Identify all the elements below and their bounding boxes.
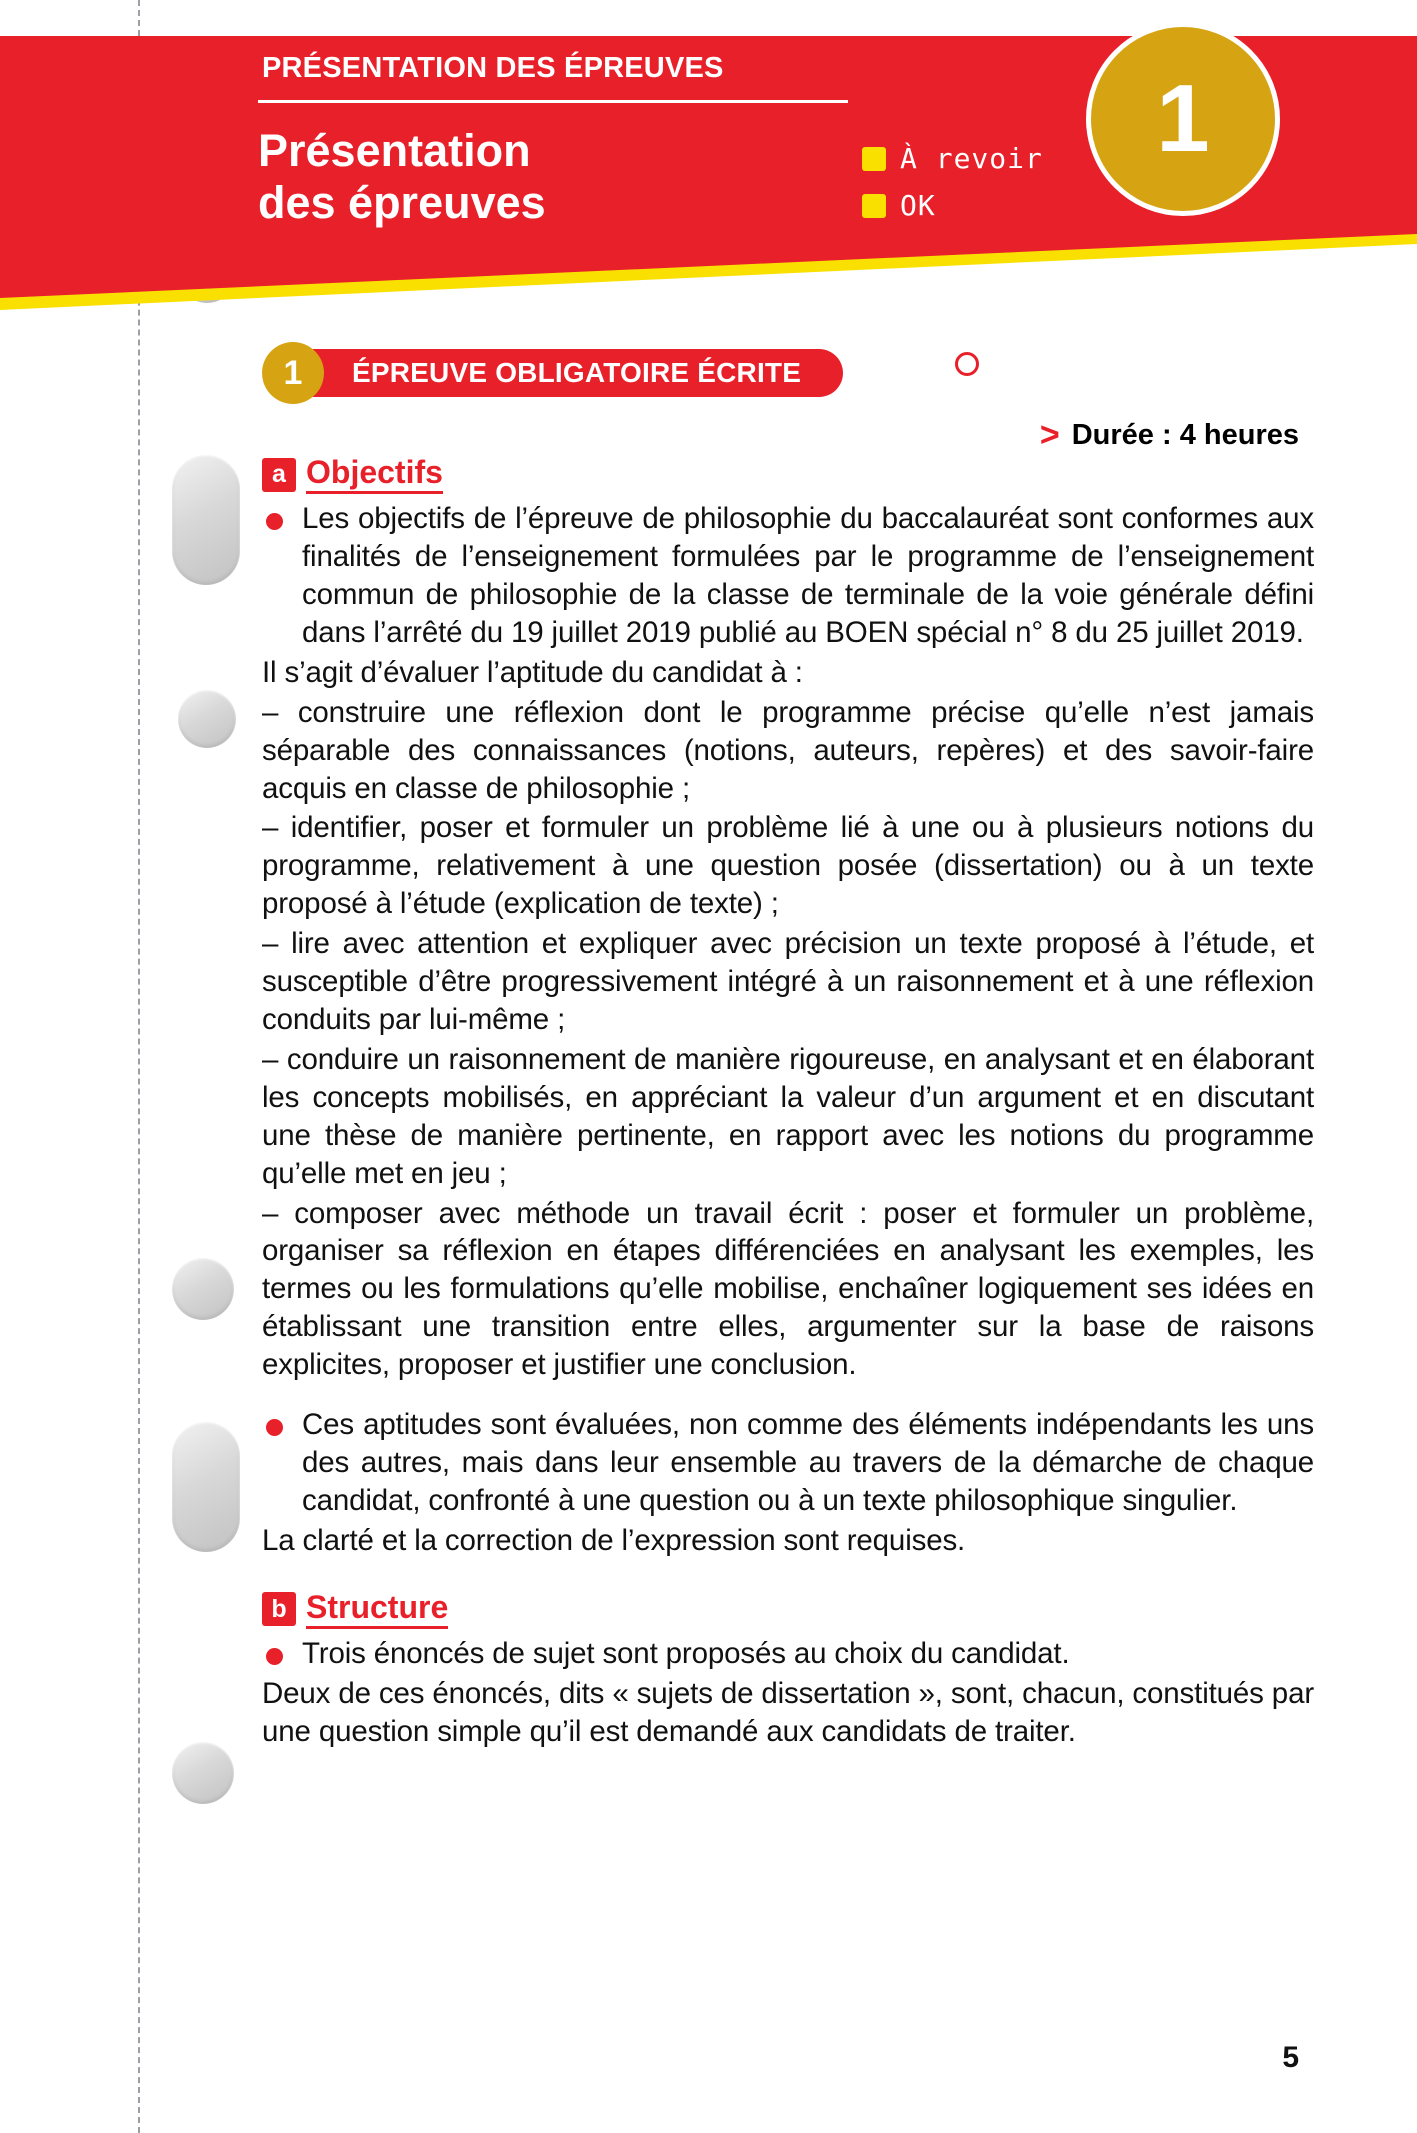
section-pill-dot (955, 352, 979, 376)
objectifs-paragraph-3 (262, 1406, 1314, 1520)
header-rule (258, 100, 848, 103)
objectifs-list-item: – composer avec méthode un travail écrit : poser et formuler un problème, organiser sa réflexion en étapes différenciées en analysant les exemples, les termes ou les formulations qu’elle mobilise, enchaîner logiquement ses idées en établissant une transition entre elles, argumenter sur la base de raisons explicites, proposer et justifier une conclusion. (262, 1196, 1314, 1382)
page-title (258, 125, 546, 229)
section-title: ÉPREUVE OBLIGATOIRE ÉCRITE (306, 349, 843, 397)
objectifs-paragraph-2: Il s’agit d’évaluer l’aptitude du candidat à : (262, 655, 803, 689)
checkbox-row-a-revoir[interactable] (862, 142, 1043, 175)
chapter-header (0, 0, 1417, 310)
objectifs-list-item: – conduire un raisonnement de manière rigoureuse, en analysant et en élaborant les concepts mobilisés, en appréciant la valeur d’un argument et en discutant une thèse de manière pertinente, en rapport avec les notions du programme qu’elle met en jeu ; (262, 1042, 1314, 1190)
status-checkbox-group (862, 142, 1043, 236)
binding-hole (178, 690, 236, 748)
binding-hole (172, 1258, 234, 1320)
subsection-letter-badge: a (262, 458, 296, 492)
subsection-heading-objectifs (262, 455, 1314, 494)
subsection-heading-structure (262, 1590, 1314, 1629)
chevron-right-icon: > (1039, 416, 1060, 454)
objectifs-paragraph-1 (262, 500, 1314, 652)
section-banner (262, 342, 843, 404)
subsection-title: Structure (306, 1590, 448, 1629)
bullet-icon (266, 1648, 283, 1665)
checkbox-row-ok[interactable] (862, 189, 1043, 222)
objectifs-list-item: – lire avec attention et expliquer avec précision un texte proposé à l’étude, et susceptible d’être progressivement intégré à un raisonnement et à une réflexion conduits par lui-même ; (262, 927, 1314, 1036)
page-number: 5 (1282, 2041, 1299, 2074)
checkbox-icon[interactable] (862, 147, 886, 171)
binding-hole (172, 1422, 240, 1552)
objectifs-paragraph-3-text: Ces aptitudes sont évaluées, non comme des éléments indépendants les uns des autres, mais dans leur ensemble au travers de la démarche de chaque candidat, confronté à une question ou à un texte philosophique singulier. (302, 1408, 1314, 1517)
subsection-letter-badge: b (262, 1592, 296, 1626)
binding-dashed-line (138, 0, 140, 2133)
objectifs-paragraph-4: La clarté et la correction de l’expression sont requises. (262, 1523, 966, 1557)
objectifs-paragraph-1-text: Les objectifs de l’épreuve de philosophie du baccalauréat sont conformes aux finalités de l’enseignement formulées par le programme de l’enseignement commun de philosophie de la classe de terminale de la voie générale défini dans l’arrêté du 19 juillet 2019 publié au BOEN spécial n° 8 du 25 juillet 2019. (302, 502, 1314, 649)
chapter-number-badge: 1 (1086, 22, 1280, 216)
binding-hole (172, 1742, 234, 1804)
binding-hole (172, 455, 240, 585)
structure-paragraph-1-text: Trois énoncés de sujet sont proposés au choix du candidat. (302, 1636, 1070, 1670)
objectifs-list-item: – identifier, poser et formuler un problème lié à une ou à plusieurs notions du programme, relativement à une question posée (dissertation) ou à un texte proposé à l’étude (explication de texte) ; (262, 811, 1314, 921)
checkbox-icon[interactable] (862, 194, 886, 218)
section-number-badge: 1 (262, 342, 324, 404)
page-title-line1: Présentation (258, 125, 531, 176)
duration-label: Durée : 4 heures (1071, 418, 1299, 451)
objectifs-list-item: – construire une réflexion dont le programme précise qu’elle n’est jamais séparable des connaissances (notions, auteurs, repères) et des savoir-faire acquis en classe de philosophie ; (262, 695, 1314, 805)
bullet-icon (266, 513, 283, 530)
checkbox-label: OK (900, 189, 936, 222)
structure-paragraph-1 (262, 1635, 1314, 1673)
bullet-icon (266, 1419, 283, 1436)
duration-note (1040, 418, 1299, 452)
checkbox-label: À revoir (900, 142, 1043, 175)
header-eyebrow: PRÉSENTATION DES ÉPREUVES (262, 52, 724, 84)
structure-paragraph-2: Deux de ces énoncés, dits « sujets de dissertation », sont, chacun, constitués par une question simple qu’il est demandé aux candidats de traiter. (262, 1676, 1314, 1748)
page-title-line2: des épreuves (258, 176, 546, 228)
subsection-title: Objectifs (306, 455, 443, 494)
main-content (262, 455, 1314, 1751)
